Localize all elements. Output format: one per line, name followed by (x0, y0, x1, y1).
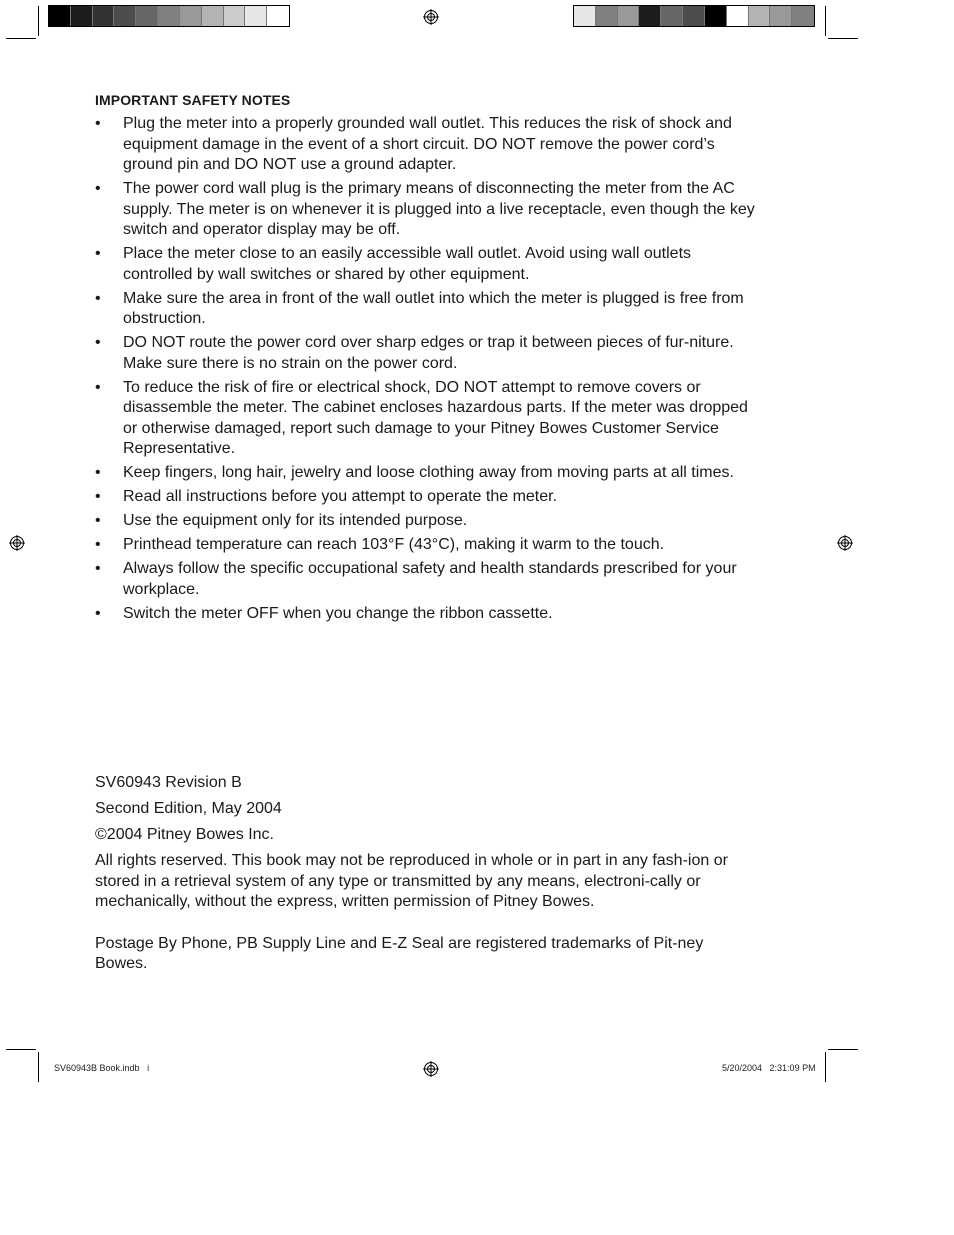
bullet-icon: • (95, 560, 101, 577)
edition-line: Second Edition, May 2004 (95, 800, 282, 817)
crop-mark (38, 1052, 39, 1082)
safety-note-text: Switch the meter OFF when you change the ribbon cassette. (123, 604, 553, 622)
safety-note-item (95, 244, 755, 285)
registration-mark-icon (423, 1061, 439, 1077)
safety-note-text: Plug the meter into a properly grounded wall outlet. This reduces the risk of shock and equipment damage in the event of a short circuit. DO NOT remove the power cord’s ground pin and DO NOT use a ground adapter. (123, 115, 732, 173)
safety-note-item (95, 559, 755, 600)
color-swatch (596, 6, 618, 26)
slug-filename: SV60943B Book.indb i (54, 1063, 150, 1073)
safety-note-text: The power cord wall plug is the primary means of disconnecting the meter from the AC supply. The meter is on whenever it is plugged into a live receptacle, even though the key switch and operator display may be off. (123, 180, 755, 238)
safety-note-item (95, 378, 755, 460)
bullet-icon: • (95, 289, 101, 307)
crop-mark (6, 1049, 36, 1050)
safety-notes-list (95, 114, 755, 628)
safety-note-text: Place the meter close to an easily accessible wall outlet. Avoid using wall outlets controlled by wall switches or shared by other equipment. (123, 245, 692, 283)
crop-mark (38, 6, 39, 36)
color-swatch (618, 6, 640, 26)
safety-note-text: Printhead temperature can reach 103°F (43°C), making it warm to the touch. (123, 536, 665, 553)
color-swatch (71, 6, 93, 26)
safety-note-item (95, 604, 755, 625)
bullet-icon: • (95, 604, 101, 622)
safety-note-text: Keep fingers, long hair, jewelry and loose clothing away from moving parts at all times. (123, 464, 734, 481)
color-swatch (158, 6, 180, 26)
color-swatch (224, 6, 246, 26)
crop-mark (6, 38, 36, 39)
bullet-icon: • (95, 334, 101, 351)
color-swatch (792, 6, 814, 26)
safety-note-text: Read all instructions before you attempt to operate the meter. (123, 488, 558, 505)
safety-note-text: To reduce the risk of fire or electrical shock, DO NOT attempt to remove covers or disassemble the meter. The cabinet encloses hazardous parts. If the meter was dropped or otherwise damaged, report such damage to your Pitney Bowes Customer Service Representative. (123, 378, 748, 457)
safety-note-item (95, 289, 755, 330)
bullet-icon: • (95, 378, 101, 396)
color-swatch (661, 6, 683, 26)
imprint-block (95, 773, 755, 980)
bullet-icon: • (95, 245, 101, 262)
bullet-icon: • (95, 464, 101, 481)
crop-mark (825, 1052, 826, 1082)
color-swatch (267, 6, 289, 26)
safety-notes-heading: IMPORTANT SAFETY NOTES (95, 92, 291, 108)
safety-note-item (95, 487, 755, 508)
trademark-paragraph: Postage By Phone, PB Supply Line and E-Z Seal are registered trademarks of Pit-ney Bowes. (95, 934, 704, 972)
bullet-icon: • (95, 512, 101, 529)
color-swatch (136, 6, 158, 26)
safety-note-item (95, 511, 755, 532)
safety-note-item (95, 179, 755, 241)
revision-line: SV60943 Revision B (95, 774, 242, 791)
bullet-icon: • (95, 488, 101, 505)
bullet-icon: • (95, 536, 101, 553)
safety-note-text: DO NOT route the power cord over sharp edges or trap it between pieces of fur-niture. Make sure there is no strain on the power cord. (123, 334, 734, 372)
color-swatch (639, 6, 661, 26)
color-swatch (93, 6, 115, 26)
color-swatch (683, 6, 705, 26)
bullet-icon: • (95, 115, 101, 132)
color-swatch (749, 6, 771, 26)
rights-paragraph: All rights reserved. This book may not be reproduced in whole or in part in any fash-ion or stored in a retrieval system of any type or transmitted by any means, electroni-cally or mechanically, without the express, written permission of Pitney Bowes. (95, 852, 728, 910)
safety-note-item (95, 333, 755, 374)
slug-timestamp: 5/20/2004 2:31:09 PM (722, 1063, 816, 1073)
color-swatch (705, 6, 727, 26)
color-swatch (49, 6, 71, 26)
crop-mark (828, 1049, 858, 1050)
safety-note-text: Use the equipment only for its intended purpose. (123, 512, 468, 529)
safety-note-item (95, 463, 755, 484)
safety-note-text: Make sure the area in front of the wall outlet into which the meter is plugged is free from obstruction. (123, 289, 744, 327)
color-swatch (245, 6, 267, 26)
crop-mark (828, 38, 858, 39)
color-swatch (114, 6, 136, 26)
crop-mark (825, 6, 826, 36)
bullet-icon: • (95, 180, 101, 197)
copyright-line: ©2004 Pitney Bowes Inc. (95, 826, 274, 843)
color-swatch (180, 6, 202, 26)
safety-note-item (95, 535, 755, 556)
color-swatch (574, 6, 596, 26)
registration-mark-icon (837, 535, 853, 551)
registration-mark-icon (423, 9, 439, 25)
color-swatch (202, 6, 224, 26)
safety-note-text: Always follow the specific occupational safety and health standards prescribed for your workplace. (123, 560, 737, 598)
color-swatch (727, 6, 749, 26)
registration-mark-icon (9, 535, 25, 551)
safety-note-item (95, 114, 755, 176)
grayscale-color-bar-left (48, 5, 290, 27)
grayscale-color-bar-right (573, 5, 815, 27)
color-swatch (770, 6, 792, 26)
